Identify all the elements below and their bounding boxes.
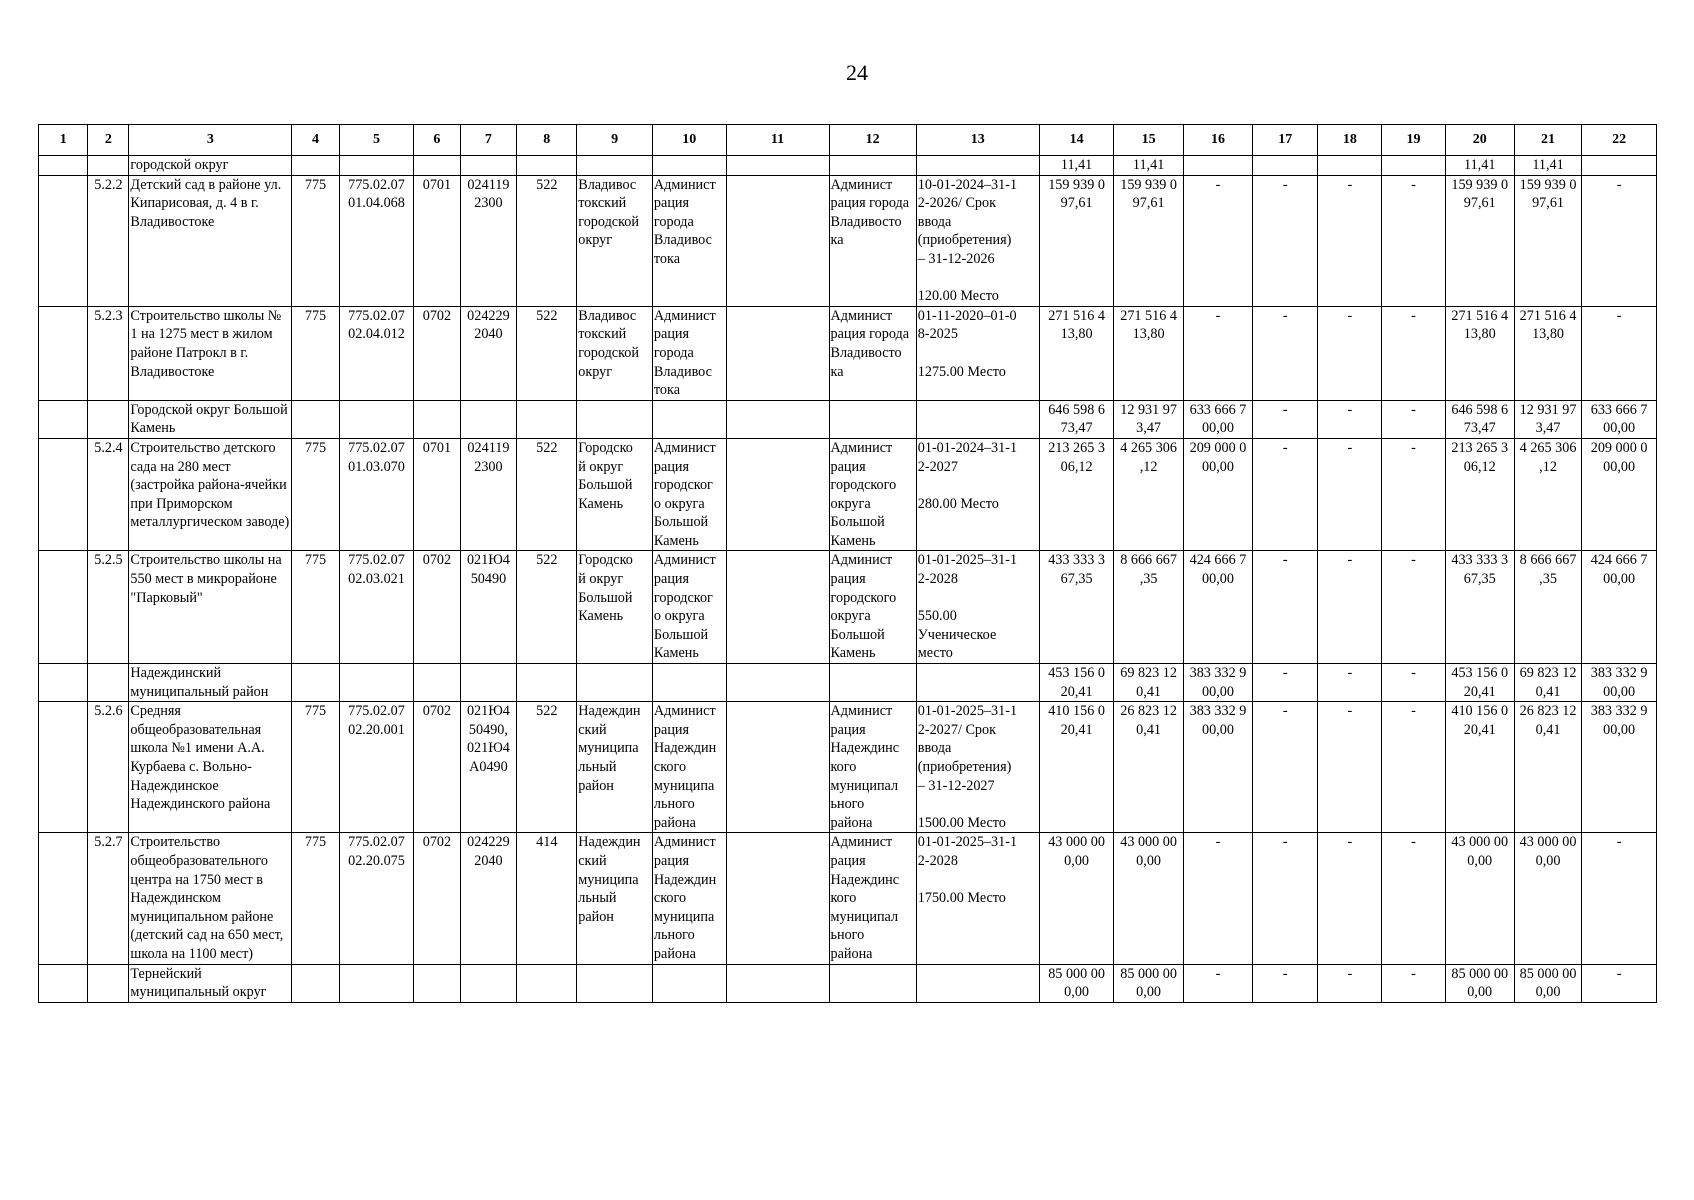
table-cell-col12 <box>829 664 916 702</box>
table-cell-col2 <box>88 156 129 176</box>
table-cell-col11 <box>726 551 829 664</box>
table-cell-col22: 383 332 9 00,00 <box>1582 664 1657 702</box>
header-cell: 15 <box>1114 125 1183 156</box>
table-cell-col10: Админист рация Надеждин ского муниципа льного района <box>652 702 726 833</box>
table-cell-col21: 4 265 306 ,12 <box>1514 438 1581 551</box>
table-row <box>39 551 1657 664</box>
header-cell: 4 <box>292 125 339 156</box>
table-cell-col5 <box>339 964 414 1002</box>
table-cell-col9 <box>577 664 653 702</box>
table-cell-col17: - <box>1253 438 1318 551</box>
table-cell-col18: - <box>1318 175 1382 306</box>
table-cell-col17: - <box>1253 702 1318 833</box>
table-cell-col8 <box>517 156 577 176</box>
table-cell-col22 <box>1582 156 1657 176</box>
table-cell-col14: 453 156 0 20,41 <box>1039 664 1114 702</box>
table-cell-col19: - <box>1382 438 1445 551</box>
table-cell-col11 <box>726 833 829 964</box>
table-cell-col13: 01-01-2025–31-1 2-2027/ Срок ввода (приобретения) – 31-12-2027 1500.00 Место <box>916 702 1039 833</box>
table-cell-col11 <box>726 306 829 400</box>
table-cell-col9: Владивос токский городской округ <box>577 175 653 306</box>
table-cell-col3: Средняя общеобразовательная школа №1 имени А.А. Курбаева с. Вольно-Надеждинское Надеждинского района <box>129 702 292 833</box>
table-cell-col14: 43 000 00 0,00 <box>1039 833 1114 964</box>
table-cell-col2: 5.2.6 <box>88 702 129 833</box>
table-cell-col13: 10-01-2024–31-1 2-2026/ Срок ввода (приобретения) – 31-12-2026 120.00 Место <box>916 175 1039 306</box>
table-cell-col2 <box>88 664 129 702</box>
header-cell: 18 <box>1318 125 1382 156</box>
table-cell-col20: 410 156 0 20,41 <box>1445 702 1514 833</box>
table-cell-col14: 271 516 4 13,80 <box>1039 306 1114 400</box>
table-cell-col15: 26 823 12 0,41 <box>1114 702 1183 833</box>
table-cell-col21: 43 000 00 0,00 <box>1514 833 1581 964</box>
table-cell-col10: Админист рация города Владивос тока <box>652 306 726 400</box>
table-cell-col18: - <box>1318 438 1382 551</box>
table-cell-col2: 5.2.2 <box>88 175 129 306</box>
table-cell-col17: - <box>1253 306 1318 400</box>
table-cell-col19: - <box>1382 400 1445 438</box>
table-cell-col13: 01-01-2024–31-1 2-2027 280.00 Место <box>916 438 1039 551</box>
header-cell: 2 <box>88 125 129 156</box>
table-cell-col10 <box>652 964 726 1002</box>
table-cell-col3: Городской округ Большой Камень <box>129 400 292 438</box>
table-cell-col16 <box>1183 156 1252 176</box>
table-cell-col7: 024229 2040 <box>460 833 517 964</box>
table-cell-col9: Надеждин ский муниципа льный район <box>577 833 653 964</box>
table-cell-col20: 85 000 00 0,00 <box>1445 964 1514 1002</box>
table-row <box>39 664 1657 702</box>
table-cell-col17: - <box>1253 400 1318 438</box>
table-cell-col8 <box>517 400 577 438</box>
header-cell: 22 <box>1582 125 1657 156</box>
header-cell: 21 <box>1514 125 1581 156</box>
table-cell-col2 <box>88 964 129 1002</box>
table-cell-col8: 522 <box>517 551 577 664</box>
table-cell-col1 <box>39 175 88 306</box>
table-cell-col4 <box>292 400 339 438</box>
table-cell-col14: 85 000 00 0,00 <box>1039 964 1114 1002</box>
table-cell-col10: Админист рация города Владивос тока <box>652 175 726 306</box>
header-cell: 1 <box>39 125 88 156</box>
table-cell-col5: 775.02.07 02.03.021 <box>339 551 414 664</box>
table-cell-col18: - <box>1318 551 1382 664</box>
table-cell-col14: 410 156 0 20,41 <box>1039 702 1114 833</box>
table-cell-col20: 11,41 <box>1445 156 1514 176</box>
table-row <box>39 438 1657 551</box>
table-cell-col13: 01-01-2025–31-1 2-2028 550.00 Ученическое место <box>916 551 1039 664</box>
header-cell: 20 <box>1445 125 1514 156</box>
table-cell-col14: 433 333 3 67,35 <box>1039 551 1114 664</box>
table-cell-col10: Админист рация Надеждин ского муниципа льного района <box>652 833 726 964</box>
table-cell-col15: 43 000 00 0,00 <box>1114 833 1183 964</box>
table-cell-col1 <box>39 306 88 400</box>
table-cell-col15: 4 265 306 ,12 <box>1114 438 1183 551</box>
table-cell-col11 <box>726 664 829 702</box>
table-cell-col5: 775.02.07 01.04.068 <box>339 175 414 306</box>
table-cell-col19: - <box>1382 702 1445 833</box>
table-cell-col16: - <box>1183 306 1252 400</box>
table-cell-col7: 021Ю4 50490, 021Ю4 А0490 <box>460 702 517 833</box>
table-cell-col3: Тернейский муниципальный округ <box>129 964 292 1002</box>
table-cell-col13: 01-01-2025–31-1 2-2028 1750.00 Место <box>916 833 1039 964</box>
table-cell-col19: - <box>1382 964 1445 1002</box>
table-cell-col9: Надеждин ский муниципа льный район <box>577 702 653 833</box>
table-cell-col16: 383 332 9 00,00 <box>1183 702 1252 833</box>
table-cell-col4: 775 <box>292 833 339 964</box>
table-cell-col4 <box>292 156 339 176</box>
table-cell-col18: - <box>1318 400 1382 438</box>
table-cell-col6: 0702 <box>414 551 460 664</box>
table-cell-col3: Строительство детского сада на 280 мест (застройка района-ячейки при Приморском металлургическом заводе) <box>129 438 292 551</box>
table-cell-col20: 453 156 0 20,41 <box>1445 664 1514 702</box>
table-cell-col19: - <box>1382 306 1445 400</box>
table-row <box>39 175 1657 306</box>
table-row <box>39 702 1657 833</box>
table-cell-col13 <box>916 664 1039 702</box>
table-cell-col15: 271 516 4 13,80 <box>1114 306 1183 400</box>
table-cell-col12 <box>829 156 916 176</box>
table-cell-col18: - <box>1318 833 1382 964</box>
table-cell-col14: 159 939 0 97,61 <box>1039 175 1114 306</box>
table-cell-col9: Владивос токский городской округ <box>577 306 653 400</box>
table-cell-col6: 0701 <box>414 175 460 306</box>
header-cell: 14 <box>1039 125 1114 156</box>
header-cell: 5 <box>339 125 414 156</box>
table-cell-col15: 69 823 12 0,41 <box>1114 664 1183 702</box>
table-row <box>39 964 1657 1002</box>
table-cell-col15: 8 666 667 ,35 <box>1114 551 1183 664</box>
table-cell-col12 <box>829 400 916 438</box>
table-cell-col4 <box>292 664 339 702</box>
table-cell-col8: 522 <box>517 306 577 400</box>
table-cell-col9: Городско й округ Большой Камень <box>577 438 653 551</box>
table-cell-col7: 021Ю4 50490 <box>460 551 517 664</box>
page-number: 24 <box>846 60 868 85</box>
table-cell-col8: 522 <box>517 175 577 306</box>
table-cell-col6: 0701 <box>414 438 460 551</box>
table-cell-col2: 5.2.3 <box>88 306 129 400</box>
table-cell-col5: 775.02.07 02.20.001 <box>339 702 414 833</box>
table-cell-col15: 11,41 <box>1114 156 1183 176</box>
table-cell-col12: Админист рация городского округа Большой Камень <box>829 551 916 664</box>
table-cell-col1 <box>39 833 88 964</box>
table-cell-col8 <box>517 964 577 1002</box>
table-cell-col6: 0702 <box>414 306 460 400</box>
header-cell: 6 <box>414 125 460 156</box>
table-cell-col18 <box>1318 156 1382 176</box>
table-cell-col14: 213 265 3 06,12 <box>1039 438 1114 551</box>
table-cell-col22: - <box>1582 306 1657 400</box>
table-cell-col16: - <box>1183 175 1252 306</box>
table-cell-col22: 383 332 9 00,00 <box>1582 702 1657 833</box>
table-cell-col21: 12 931 97 3,47 <box>1514 400 1581 438</box>
table-cell-col17: - <box>1253 551 1318 664</box>
table-cell-col1 <box>39 964 88 1002</box>
table-cell-col12: Админист рация города Владивосто ка <box>829 175 916 306</box>
table-cell-col2 <box>88 400 129 438</box>
table-cell-col8: 522 <box>517 702 577 833</box>
table-cell-col16: - <box>1183 833 1252 964</box>
table-cell-col16: - <box>1183 964 1252 1002</box>
table-cell-col6 <box>414 156 460 176</box>
table-cell-col6 <box>414 964 460 1002</box>
table-cell-col15: 12 931 97 3,47 <box>1114 400 1183 438</box>
table-cell-col16: 424 666 7 00,00 <box>1183 551 1252 664</box>
table-cell-col6 <box>414 400 460 438</box>
table-cell-col11 <box>726 964 829 1002</box>
table-cell-col10: Админист рация городског о округа Большой Камень <box>652 551 726 664</box>
table-cell-col3: Детский сад в районе ул. Кипарисовая, д. 4 в г. Владивостоке <box>129 175 292 306</box>
table-cell-col14: 11,41 <box>1039 156 1114 176</box>
table-cell-col19: - <box>1382 833 1445 964</box>
table-cell-col20: 159 939 0 97,61 <box>1445 175 1514 306</box>
table-cell-col21: 8 666 667 ,35 <box>1514 551 1581 664</box>
table-cell-col4: 775 <box>292 306 339 400</box>
table-cell-col14: 646 598 6 73,47 <box>1039 400 1114 438</box>
table-cell-col10 <box>652 156 726 176</box>
table-cell-col6 <box>414 664 460 702</box>
table-cell-col19 <box>1382 156 1445 176</box>
table-cell-col21: 159 939 0 97,61 <box>1514 175 1581 306</box>
table-cell-col20: 433 333 3 67,35 <box>1445 551 1514 664</box>
table-cell-col1 <box>39 400 88 438</box>
table-cell-col11 <box>726 175 829 306</box>
table-cell-col12: Админист рация Надеждинс кого муниципал ьного района <box>829 702 916 833</box>
table-cell-col4: 775 <box>292 702 339 833</box>
table-cell-col6: 0702 <box>414 833 460 964</box>
table-cell-col3: Строительство школы № 1 на 1275 мест в жилом районе Патрокл в г. Владивостоке <box>129 306 292 400</box>
table-cell-col13 <box>916 400 1039 438</box>
table-cell-col20: 43 000 00 0,00 <box>1445 833 1514 964</box>
table-cell-col16: 383 332 9 00,00 <box>1183 664 1252 702</box>
table-cell-col5 <box>339 400 414 438</box>
table-cell-col15: 85 000 00 0,00 <box>1114 964 1183 1002</box>
table-cell-col22: - <box>1582 964 1657 1002</box>
table-cell-col7: 024119 2300 <box>460 438 517 551</box>
table-cell-col12: Админист рация города Владивосто ка <box>829 306 916 400</box>
table-cell-col3: Строительство общеобразовательного центра на 1750 мест в Надеждинском муниципальном районе (детский сад на 650 мест, школа на 1100 мест) <box>129 833 292 964</box>
table-row <box>39 156 1657 176</box>
table-cell-col8: 414 <box>517 833 577 964</box>
header-cell: 7 <box>460 125 517 156</box>
table-cell-col7 <box>460 400 517 438</box>
table-cell-col1 <box>39 551 88 664</box>
table-cell-col2: 5.2.4 <box>88 438 129 551</box>
table-cell-col5 <box>339 664 414 702</box>
table-cell-col9 <box>577 964 653 1002</box>
table-cell-col4: 775 <box>292 438 339 551</box>
header-cell: 13 <box>916 125 1039 156</box>
table-cell-col21: 11,41 <box>1514 156 1581 176</box>
table-cell-col7 <box>460 964 517 1002</box>
table-cell-col12: Админист рация городского округа Большой Камень <box>829 438 916 551</box>
table-cell-col17: - <box>1253 664 1318 702</box>
table-cell-col8: 522 <box>517 438 577 551</box>
table-cell-col8 <box>517 664 577 702</box>
table-cell-col4: 775 <box>292 175 339 306</box>
header-cell: 10 <box>652 125 726 156</box>
table-cell-col1 <box>39 702 88 833</box>
table-cell-col7 <box>460 156 517 176</box>
table-cell-col10 <box>652 664 726 702</box>
table-cell-col17: - <box>1253 833 1318 964</box>
table-cell-col4 <box>292 964 339 1002</box>
table-cell-col21: 26 823 12 0,41 <box>1514 702 1581 833</box>
table-cell-col7: 024119 2300 <box>460 175 517 306</box>
table-cell-col7 <box>460 664 517 702</box>
table-cell-col12: Админист рация Надеждинс кого муниципал ьного района <box>829 833 916 964</box>
table-cell-col3: Строительство школы на 550 мест в микрорайоне "Парковый" <box>129 551 292 664</box>
table-cell-col16: 209 000 0 00,00 <box>1183 438 1252 551</box>
table-cell-col20: 271 516 4 13,80 <box>1445 306 1514 400</box>
table-cell-col6: 0702 <box>414 702 460 833</box>
table-row <box>39 306 1657 400</box>
table-cell-col18: - <box>1318 702 1382 833</box>
table-cell-col21: 271 516 4 13,80 <box>1514 306 1581 400</box>
table-cell-col20: 213 265 3 06,12 <box>1445 438 1514 551</box>
table-cell-col1 <box>39 664 88 702</box>
table-cell-col1 <box>39 156 88 176</box>
table-cell-col4: 775 <box>292 551 339 664</box>
table-cell-col21: 69 823 12 0,41 <box>1514 664 1581 702</box>
table-cell-col18: - <box>1318 964 1382 1002</box>
table-cell-col13 <box>916 964 1039 1002</box>
table-cell-col22: 633 666 7 00,00 <box>1582 400 1657 438</box>
header-cell: 11 <box>726 125 829 156</box>
table-cell-col5: 775.02.07 02.04.012 <box>339 306 414 400</box>
table-cell-col18: - <box>1318 664 1382 702</box>
table-cell-col13 <box>916 156 1039 176</box>
table-cell-col22: - <box>1582 175 1657 306</box>
header-cell: 16 <box>1183 125 1252 156</box>
table-cell-col3: городской округ <box>129 156 292 176</box>
table-cell-col19: - <box>1382 551 1445 664</box>
header-cell: 12 <box>829 125 916 156</box>
table-cell-col17 <box>1253 156 1318 176</box>
header-cell: 9 <box>577 125 653 156</box>
table-cell-col11 <box>726 702 829 833</box>
table-cell-col5: 775.02.07 02.20.075 <box>339 833 414 964</box>
table-cell-col19: - <box>1382 175 1445 306</box>
table-cell-col1 <box>39 438 88 551</box>
table-cell-col12 <box>829 964 916 1002</box>
table-cell-col11 <box>726 156 829 176</box>
table-cell-col21: 85 000 00 0,00 <box>1514 964 1581 1002</box>
table-cell-col17: - <box>1253 175 1318 306</box>
table-cell-col22: - <box>1582 833 1657 964</box>
table-cell-col22: 209 000 0 00,00 <box>1582 438 1657 551</box>
table-row <box>39 400 1657 438</box>
table-cell-col3: Надеждинский муниципальный район <box>129 664 292 702</box>
header-cell: 19 <box>1382 125 1445 156</box>
table-cell-col11 <box>726 438 829 551</box>
table-cell-col5 <box>339 156 414 176</box>
table-cell-col9: Городско й округ Большой Камень <box>577 551 653 664</box>
header-cell: 17 <box>1253 125 1318 156</box>
table-cell-col16: 633 666 7 00,00 <box>1183 400 1252 438</box>
table-cell-col7: 024229 2040 <box>460 306 517 400</box>
header-cell: 8 <box>517 125 577 156</box>
table-cell-col20: 646 598 6 73,47 <box>1445 400 1514 438</box>
table-cell-col22: 424 666 7 00,00 <box>1582 551 1657 664</box>
header-row <box>39 125 1657 156</box>
table-cell-col9 <box>577 400 653 438</box>
table-cell-col13: 01-11-2020–01-0 8-2025 1275.00 Место <box>916 306 1039 400</box>
table-cell-col17: - <box>1253 964 1318 1002</box>
table-cell-col5: 775.02.07 01.03.070 <box>339 438 414 551</box>
table-cell-col11 <box>726 400 829 438</box>
header-cell: 3 <box>129 125 292 156</box>
data-table <box>38 124 1657 1003</box>
table-cell-col18: - <box>1318 306 1382 400</box>
table-cell-col9 <box>577 156 653 176</box>
table-row <box>39 833 1657 964</box>
table-cell-col19: - <box>1382 664 1445 702</box>
table-cell-col2: 5.2.7 <box>88 833 129 964</box>
table-cell-col15: 159 939 0 97,61 <box>1114 175 1183 306</box>
table-cell-col10 <box>652 400 726 438</box>
table-cell-col2: 5.2.5 <box>88 551 129 664</box>
table-cell-col10: Админист рация городског о округа Большой Камень <box>652 438 726 551</box>
